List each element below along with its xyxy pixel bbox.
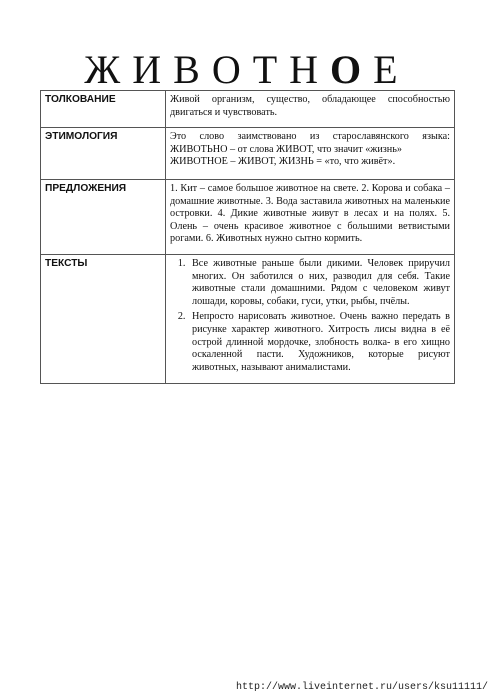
list-item: 2. Непросто нарисовать животное. Очень важно передать в рисунке характер животного. Хитрость лисы видна в её острой длинной мордочке, злобность волка- в его хищно оскаленной пасти. Художников, которые рисуют животных, называют анималистами. xyxy=(188,311,450,374)
definition-text: Живой организм, существо, обладающее способностью двигаться и чувствовать. xyxy=(166,91,455,128)
texts-label: ТЕКСТЫ xyxy=(41,255,166,384)
dictionary-table xyxy=(40,90,455,384)
title-part-1: ЖИВОТН xyxy=(84,47,331,92)
title-stressed-letter: О xyxy=(330,47,374,92)
sentences-row xyxy=(41,180,455,255)
definition-row xyxy=(41,91,455,128)
etymology-cell xyxy=(166,128,455,180)
sentences-label: ПРЕДЛОЖЕНИЯ xyxy=(41,180,166,255)
etymology-line-1: Это слово заимствовано из старославянского языка: xyxy=(170,131,450,142)
definition-label: ТОЛКОВАНИЕ xyxy=(41,91,166,128)
title-part-2: Е xyxy=(373,47,410,92)
etymology-line-3: ЖИВОТНОЕ – ЖИВОТ, ЖИЗНЬ = «то, что живёт». xyxy=(170,156,396,168)
page-title xyxy=(0,46,494,93)
source-url: http://www.liveinternet.ru/users/ksu11111/ xyxy=(235,682,488,693)
sentences-text: 1. Кит – самое большое животное на свете. 2. Корова и собака – домашние животные. 3. Вода заставила животных на маленькие островки. 4. Дикие животные живут в лесах и на полях. 5. Олень – очень красивое животное с большими ветвистыми рогами. 6. Животных нужно сытно кормить. xyxy=(166,180,455,255)
etymology-label: ЭТИМОЛОГИЯ xyxy=(41,128,166,180)
etymology-row xyxy=(41,128,455,180)
texts-list xyxy=(170,258,450,374)
texts-row xyxy=(41,255,455,384)
texts-cell xyxy=(166,255,455,384)
list-item: 1. Все животные раньше были дикими. Человек приручил многих. Он заботился о них, разводил для себя. Такие животные стали домашними. Рядом с человеком живут лошади, коровы, собаки, гуси, утки, рыбы, пчёлы. xyxy=(188,258,450,308)
etymology-line-2: ЖИВОТЬНО – от слова ЖИВОТ, что значит «жизнь» xyxy=(170,143,402,155)
